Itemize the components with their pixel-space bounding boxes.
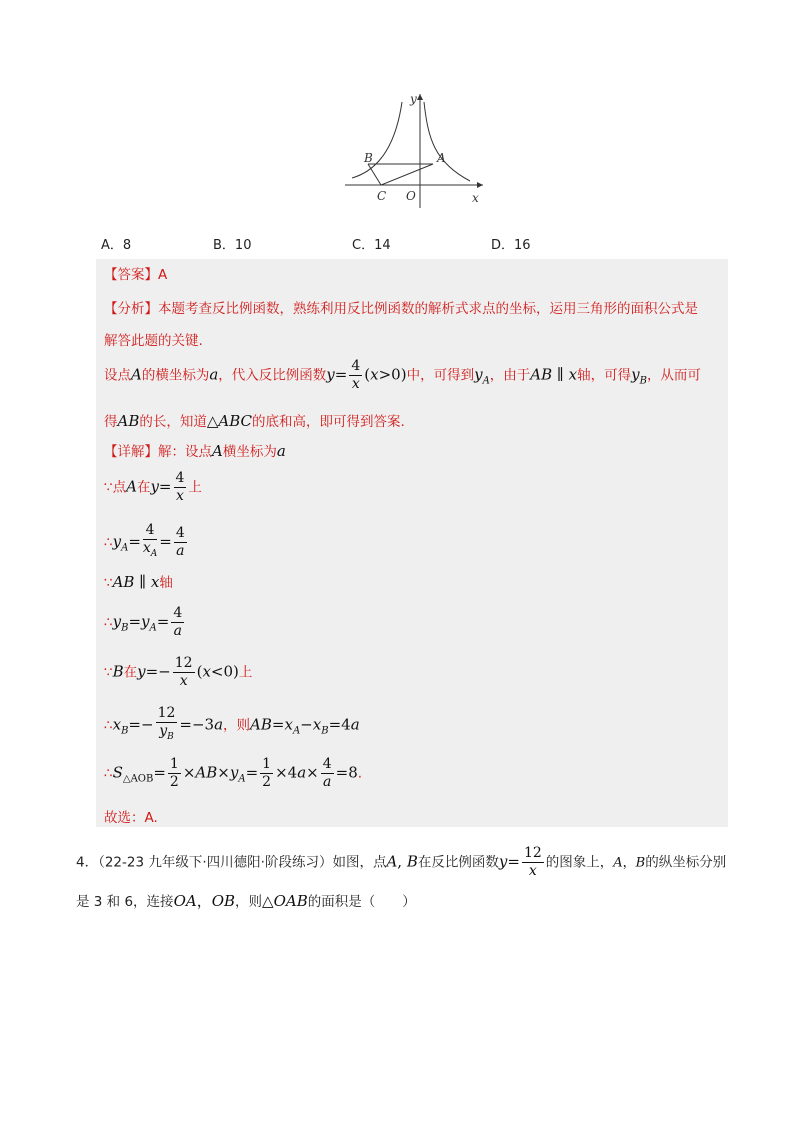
choice-b-value: 10	[234, 238, 252, 253]
curve-left	[352, 102, 402, 178]
label-x: x	[472, 191, 479, 205]
detail-line-1: 【详解】解：设点A横坐标为a	[104, 442, 286, 460]
choice-a-letter: A．	[101, 238, 123, 253]
choice-c[interactable]	[352, 234, 391, 253]
segment-ca	[381, 164, 433, 185]
choice-d-letter: D．	[491, 238, 515, 253]
choice-a-value: 8	[122, 238, 132, 253]
analysis-line-3: 设点A的横坐标为a，代入反比例函数y= $\frac{4}{x}$ (x>0)中，可得到$y_A$，由于AB ∥ x轴，可得$y_B$，从而可	[104, 358, 701, 392]
choice-a[interactable]	[101, 234, 131, 253]
curve-right	[424, 102, 470, 181]
question-4-line-2: 是 3 和 6，连接OA，OB，则△OAB的面积是（ ）	[76, 892, 416, 910]
analysis-line-2	[104, 329, 203, 349]
choice-b[interactable]	[213, 234, 251, 253]
figure-svg	[340, 88, 490, 208]
question-number: 4．	[76, 854, 99, 871]
conclusion-text: 故选：A.	[104, 810, 158, 826]
answer-tag: 【答案】	[104, 267, 158, 283]
answer-value: A	[158, 267, 168, 283]
detail-tag: 【详解】	[104, 444, 158, 460]
fraction-4-over-x: $\frac{4}{x}$	[351, 358, 361, 392]
detail-line-3: $\therefore y_A=$ $\frac{4}{x_A}$ = $\frac{4}{a}$	[104, 522, 185, 559]
answer-line	[104, 263, 167, 283]
choice-d[interactable]	[491, 234, 531, 253]
analysis-text-1: 本题考查反比例函数，熟练利用反比例函数的解析式求点的坐标，运用三角形的面积公式是	[158, 301, 698, 317]
question-4-line-1: 4．（22-23 九年级下·四川德阳·阶段练习）如图，点A, B在反比例函数y= $\frac{12}{x}$ 的图象上，A，B的纵坐标分别	[76, 845, 727, 879]
conclusion-line	[104, 806, 158, 826]
detail-line-4: ∵AB ∥ x轴	[104, 573, 173, 591]
label-b: B	[364, 151, 373, 165]
hyperbola-figure	[340, 88, 490, 208]
choice-c-letter: C．	[352, 238, 375, 253]
analysis-line-1	[104, 297, 698, 317]
label-y: y	[410, 92, 417, 106]
analysis-line-4: 得AB的长，知道△ABC的底和高，即可得到答案.	[104, 412, 405, 430]
question-source: （22-23 九年级下·四川德阳·阶段练习）	[98, 854, 333, 871]
detail-line-6: ∵B在y=− $\frac{12}{x}$ (x<0)上	[104, 655, 253, 689]
detail-line-7: $\therefore x_B=-$ $\frac{12}{y_B}$ =−3a，则$AB=x_A-x_B=4a$	[104, 705, 360, 742]
choice-d-value: 16	[514, 238, 531, 253]
analysis-tag: 【分析】	[104, 301, 158, 317]
label-a: A	[437, 151, 446, 165]
segment-bc	[368, 164, 381, 185]
choice-b-letter: B．	[213, 238, 235, 253]
label-c: C	[377, 189, 387, 203]
label-o: O	[406, 189, 416, 203]
detail-line-5: $\therefore y_B=y_A=$ $\frac{4}{a}$	[104, 605, 183, 639]
choice-c-value: 14	[374, 238, 391, 253]
analysis-text-2: 解答此题的关键.	[104, 333, 203, 349]
detail-line-8: $\therefore S_{\triangle AOB}=$ $\frac{1}{2}$ $\times AB\times y_A=$ $\frac{1}{2}$ ×4a× $\frac{4}{a}$ =8.	[104, 756, 363, 790]
detail-line-2: ∵点A在y= $\frac{4}{x}$ 上	[104, 470, 202, 504]
answer-choices	[101, 234, 701, 254]
